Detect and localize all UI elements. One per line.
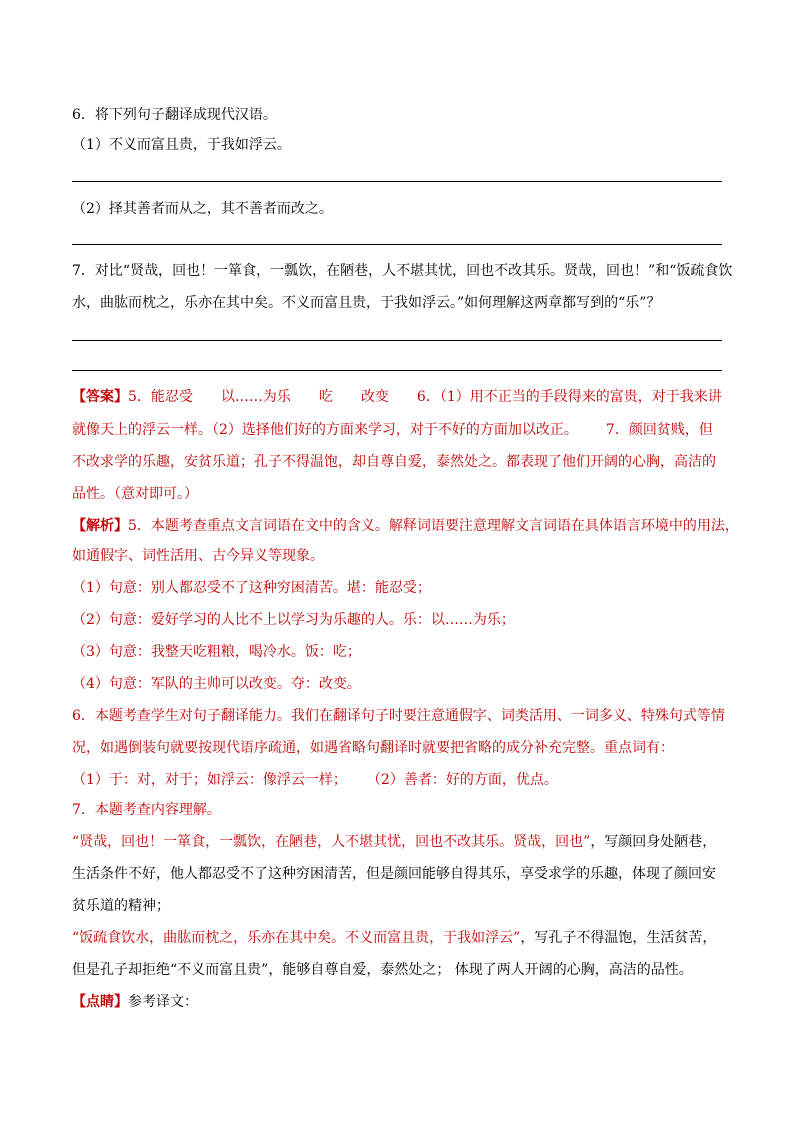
analysis-q7-line-3: 贫乐道的精神； bbox=[72, 898, 170, 914]
answer-line bbox=[72, 181, 722, 182]
analysis-line-1 bbox=[72, 516, 739, 536]
answer-text: 就像天上的浮云一样。（2）选择他们好的方面来学习，对于不好的方面加以改正。 bbox=[72, 422, 578, 438]
analysis-point-2: （2）句意：爱好学习的人比不上以学习为乐趣的人。乐：以……为乐； bbox=[72, 612, 515, 628]
comment-tag: 【点睛】 bbox=[72, 994, 128, 1010]
analysis-q7-line-1 bbox=[72, 832, 722, 852]
analysis-q7-line-5: 但是孔子却拒绝“不义而富且贵”，能够自尊自爱，泰然处之； 体现了两人开阔的心胸，高洁的品性。 bbox=[72, 962, 693, 978]
analysis-point-4: （4）句意：军队的主帅可以改变。夺：改变。 bbox=[72, 676, 361, 692]
answer-item: 能忍受 bbox=[150, 389, 193, 405]
answer-item: 吃 bbox=[318, 389, 333, 405]
analysis-q7-title: 7．本题考查内容理解。 bbox=[72, 802, 221, 818]
q6-title: 6．将下列句子翻译成现代汉语。 bbox=[72, 107, 277, 123]
analysis-tag: 【解析】 bbox=[72, 518, 128, 534]
analysis-point-1: （1）句意：别人都忍受不了这种穷困清苦。堪：能忍受； bbox=[72, 580, 431, 596]
q6-item-2: （2）择其善者而从之，其不善者而改之。 bbox=[72, 201, 333, 217]
answer-q5-number: 5． bbox=[128, 389, 151, 405]
keyword-1: （1）于：对，对于；如浮云：像浮云一样； bbox=[72, 772, 347, 788]
answer-line-4: 品性。（意对即可。） bbox=[72, 486, 198, 502]
quote-1: “贤哉，回也！一箪食，一瓢饮，在陋巷，人不堪其忧，回也不改其乐。贤哉，回也” bbox=[72, 834, 591, 850]
comment-text: 参考译文： bbox=[128, 994, 198, 1010]
answer-line-2 bbox=[72, 420, 722, 440]
analysis-q7-line-2: 生活条件不好，他人都忍受不了这种穷困清苦，但是颜回能够自得其乐，享受求学的乐趣，体现了颜回安 bbox=[72, 866, 716, 882]
comment-line bbox=[72, 992, 722, 1012]
answer-item: 以……为乐 bbox=[220, 389, 291, 405]
answer-item: 6．（1）用不正当的手段得来的富贵，对于我来讲 bbox=[416, 389, 722, 405]
analysis-point-3: （3）句意：我整天吃粗粮，喝冷水。饭：吃； bbox=[72, 644, 361, 660]
q7-line-2: 水，曲肱而枕之，乐亦在其中矣。不义而富且贵，于我如浮云。”如何理解这两章都写到的“乐”？ bbox=[72, 295, 661, 311]
q7-line-1: 7．对比“贤哉，回也！一箪食，一瓢饮，在陋巷，人不堪其忧，回也不改其乐。贤哉，回也！”和“饭疏食饮 bbox=[72, 263, 733, 279]
answer-line-1 bbox=[72, 387, 722, 407]
answer-line bbox=[72, 244, 722, 245]
analysis-line-2: 如通假字、词性活用、古今异义等现象。 bbox=[72, 548, 324, 564]
analysis-text: ，写颜回身处陋巷， bbox=[590, 834, 717, 850]
answer-text: 7．颜回贫贱，但 bbox=[605, 422, 713, 438]
keyword-2: （2）善者：好的方面，优点。 bbox=[366, 772, 558, 788]
answer-line bbox=[72, 340, 722, 341]
quote-2: “饭疏食饮水，曲肱而枕之，乐亦在其中矣。不义而富且贵，于我如浮云” bbox=[72, 930, 521, 946]
analysis-text: 5．本题考查重点文言词语在文中的含义。解释词语要注意理解文言词语在具体语言环境中的用法， bbox=[128, 518, 739, 534]
analysis-q6-keywords bbox=[72, 770, 722, 790]
q6-item-1: （1）不义而富且贵，于我如浮云。 bbox=[72, 137, 291, 153]
analysis-text: ，写孔子不得温饱，生活贫苦， bbox=[520, 930, 717, 946]
answer-item: 改变 bbox=[360, 389, 389, 405]
analysis-q7-line-4 bbox=[72, 928, 722, 948]
answer-tag: 【答案】 bbox=[72, 389, 128, 405]
answer-line-3: 不改求学的乐趣，安贫乐道；孔子不得温饱，却自尊自爱，泰然处之。都表现了他们开阔的心胸，高洁的 bbox=[72, 454, 716, 470]
analysis-q6-line-1: 6．本题考查学生对句子翻译能力。我们在翻译句子时要注意通假字、词类活用、一词多义、特殊句式等情 bbox=[72, 708, 725, 724]
analysis-q6-line-2: 况，如遇倒装句就要按现代语序疏通，如遇省略句翻译时就要把省略的成分补充完整。重点词有： bbox=[72, 740, 674, 756]
answer-line bbox=[72, 370, 722, 371]
